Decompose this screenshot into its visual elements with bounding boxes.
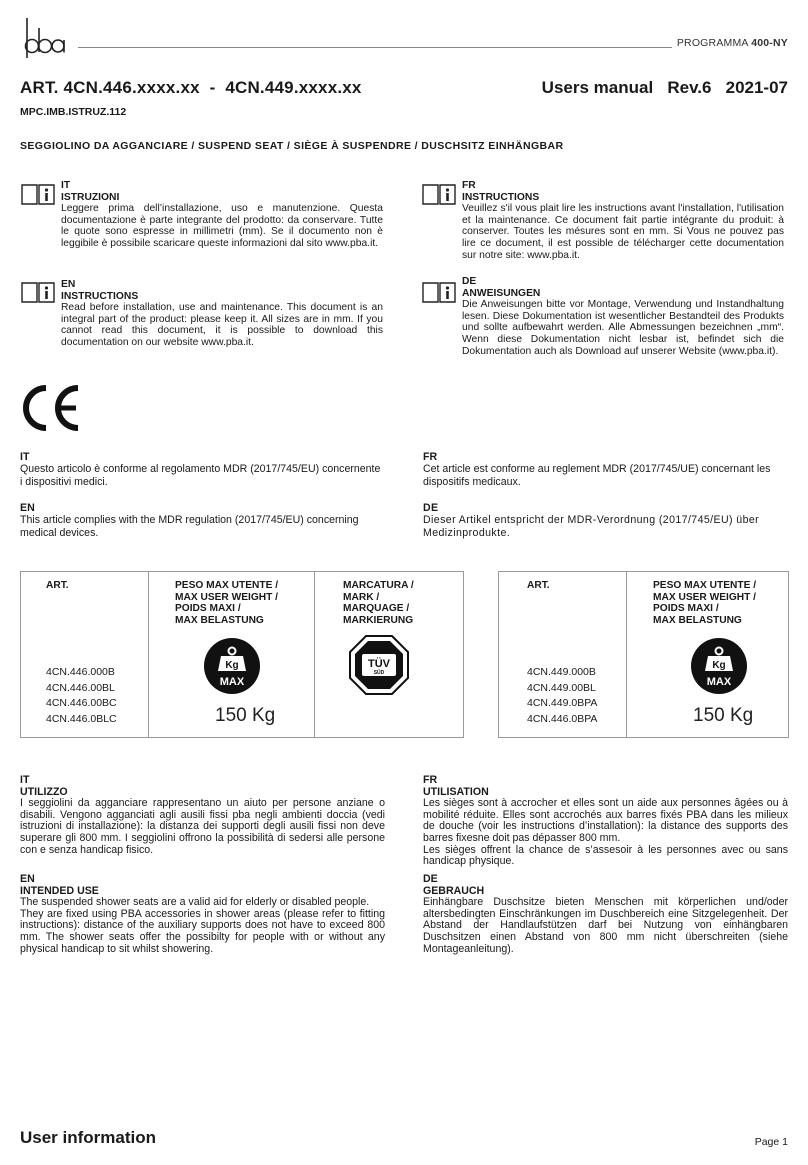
instructions-fr: FR INSTRUCTIONS Veuillez s'il vous plait lire les instructions avant l'installation, l'utilisation et la maintenance. Ce document fait partie intégrante du produit: à conserver. Toutes les mésures sont en mm. Si Vous ne pouvez pas lire ce document, il est possible de télécharger cette documentation sur notre site: www.pba.it. [462, 180, 784, 261]
max-weight-icon [691, 638, 747, 694]
article-code: 4CN.446.00BL [46, 681, 115, 694]
article-list [527, 665, 597, 727]
manual-title: Users manual Rev.6 2021-07 [541, 78, 788, 97]
usage-fr: FR UTILISATION Les sièges sont à accrocher et elles sont un aide aux personnes âgées ou à mobilité réduite. Elles sont accrochés aux barres fixés PBA dans les milieux de douche (voir les instructions d’installation): la distance des supports des barres fixesne doit pas dépasser 800 mm. Les sièges offrent la chance de s’assesoir à les personnes avec ou sans handicap physique. [423, 774, 788, 868]
usage-en: EN INTENDED USE The suspended shower seats are a valid aid for elderly or disabled people. They are fixed using PBA accessories in shower areas (please refer to fitting instructions): distance of the auxiliary supports does not have to exceed 800 mm. The shower seats offer the possibilty for people with or without any physical handicap to sit whilst showering. [20, 873, 385, 955]
mark-column [314, 572, 464, 737]
article-code: 4CN.449.000B [527, 666, 596, 678]
logo-text: pba [20, 16, 22, 17]
weight-header: PESO MAX UTENTE / MAX USER WEIGHT / POIDS MAXI / MAX BELASTUNG [175, 580, 279, 626]
article-code: 4CN.446.000B [46, 666, 115, 678]
program-label: PROGRAMMA 400-NY [676, 37, 788, 49]
mark-header: MARCATURA / MARK / MARQUAGE / MARKIERUNG [343, 580, 414, 626]
max-weight-value: 150 Kg [215, 705, 276, 726]
svg-text:CE: CE [20, 384, 22, 385]
header-rule [78, 47, 672, 48]
instructions-it: IT ISTRUZIONI Leggere prima dell’installazione, uso e manutenzione. Questa documentazione è parte integrante del prodotto: da conservare. Tutte le quote sono espresse in millimetri (mm). Se il documento non è leggibile è possibile scaricare queste informazioni dal sito www.pba.it. [61, 180, 383, 249]
article-title: ART. 4CN.446.xxxx.xx - 4CN.449.xxxx.xx [20, 78, 362, 97]
usage-de: DE GEBRAUCH Einhängbare Duschsitze bieten Menschen mit körperlichen und/oder altersbedingten Einschränkungen im Duschbereich eine Sitzgelegenheit. Der Abstand der Handlaufstützen darf bei Nutzung von einhängbaren Duschsitzen einen Abstand von 800 mm nicht überschreiten (siehe Montageanleitung). [423, 873, 788, 955]
conformity-en: EN This article complies with the MDR regulation (2017/745/EU) concerning medical devices. [20, 502, 359, 539]
read-manual-icon [20, 182, 56, 206]
program-code: 400-NY [751, 37, 788, 49]
read-manual-icon [421, 182, 457, 206]
ce-mark-icon [20, 384, 82, 432]
svg-text:Kg: Kg [225, 660, 239, 671]
svg-text:MAX: MAX [706, 676, 732, 688]
svg-text:SÜD: SÜD [373, 670, 385, 676]
document-code: MPC.IMB.ISTRUZ.112 [20, 106, 127, 118]
read-manual-icon [20, 280, 56, 304]
instructions-en: EN INSTRUCTIONS Read before installation, use and maintenance. This document is an integral part of the product: please keep it. All sizes are in mm. If you cannot read this document, it is possible to download this documentation on our website www.pba.it. [61, 279, 383, 348]
product-table-right [498, 571, 789, 738]
article-code: 4CN.446.0BLC [46, 712, 117, 725]
footer-title: User information [20, 1128, 157, 1147]
svg-text:MAX: MAX [219, 676, 245, 688]
article-code: 4CN.449.00BL [527, 681, 596, 694]
weight-header: PESO MAX UTENTE / MAX USER WEIGHT / POIDS MAXI / MAX BELASTUNG [653, 580, 757, 626]
svg-text:Kg: Kg [712, 660, 726, 671]
max-weight-value: 150 Kg [693, 705, 754, 726]
art-column [499, 572, 626, 737]
product-subtitle: SEGGIOLINO DA AGGANCIARE / SUSPEND SEAT / SIÈGE À SUSPENDRE / DUSCHSITZ EINHÄNGBAR [20, 140, 564, 152]
page-number: Page 1 [754, 1136, 788, 1148]
conformity-fr: FR Cet article est conforme au reglement MDR (2017/745/UE) concernant les dispositifs medicaux. [423, 451, 771, 488]
usage-it: IT UTILIZZO I seggiolini da agganciare rappresentano un aiuto per persone anziane o disabili. Vengono agganciati agli ausili fissi pba negli ambienti doccia (vedi istruzioni di installazione): la distanza dei supporti degli ausili fissi non deve superare gli 800 mm. I seggiolini offrono la possibilità di sedersi alle persone con e senza handicap fisico. [20, 774, 385, 856]
instructions-de: DE ANWEISUNGEN Die Anweisungen bitte vor Montage, Verwendung und Instandhaltung lesen. Diese Dokumentation ist wesentlicher Bestandteil des Produkts und sollte aufbewahrt werden. Alle Abmessungen bezeichnen „mm“. Wenn diese Dokumentation nicht lesbar ist, befindet sich die Dokumentation auch als Download auf unserer Website (www.pba.it). [462, 276, 784, 357]
product-table-left [20, 571, 464, 738]
tuv-sud-mark-icon [348, 634, 410, 696]
article-code: 4CN.446.0BPA [527, 712, 598, 725]
pba-logo [20, 16, 66, 60]
conformity-de: DE Dieser Artikel entspricht der MDR-Verordnung (2017/745/EU) über Medizinprodukte. [423, 502, 760, 539]
article-code: 4CN.446.00BC [46, 697, 117, 709]
art-column [21, 572, 148, 737]
weight-column [148, 572, 315, 737]
svg-text:TÜV: TÜV [368, 658, 390, 670]
article-list [46, 665, 117, 727]
art-header: ART. [46, 580, 69, 591]
art-header: ART. [527, 580, 550, 591]
article-code: 4CN.449.0BPA [527, 697, 598, 709]
weight-column [626, 572, 788, 737]
conformity-it: IT Questo articolo è conforme al regolamento MDR (2017/745/EU) concernente i dispositivi medici. [20, 451, 381, 488]
read-manual-icon [421, 280, 457, 304]
max-weight-icon [204, 638, 260, 694]
